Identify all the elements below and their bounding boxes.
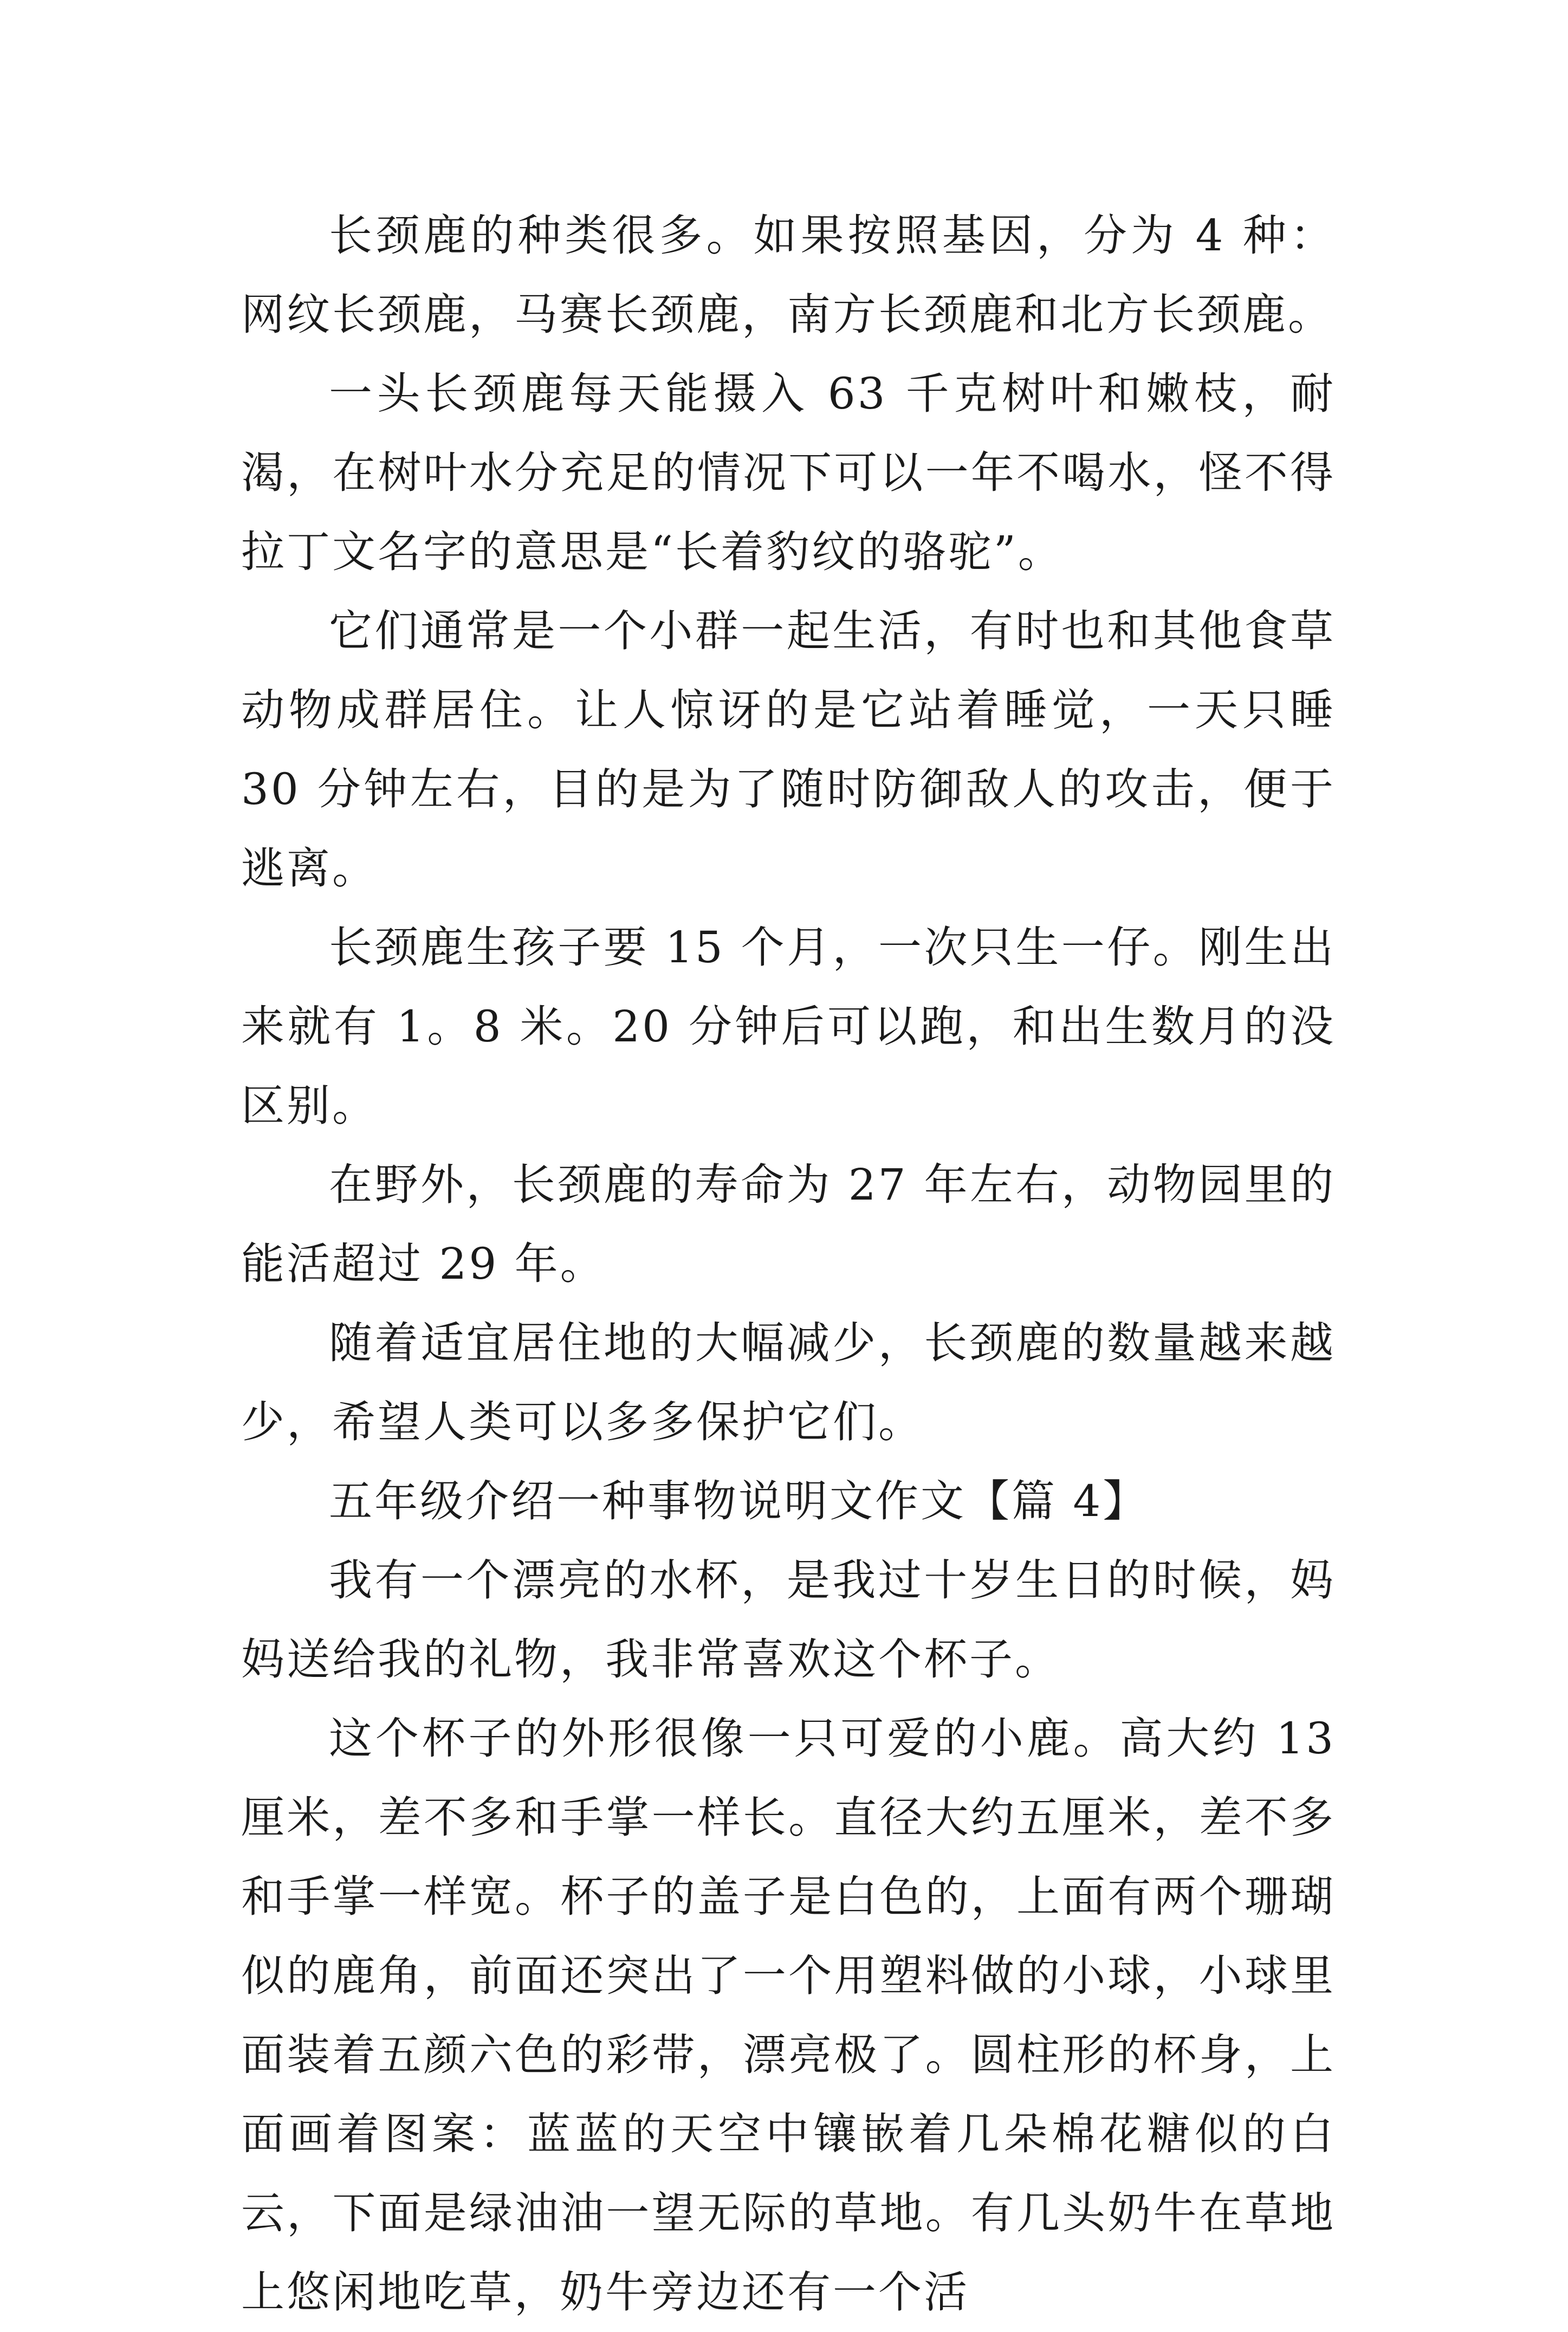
paragraph-giraffe-diet: 一头长颈鹿每天能摄入 63 千克树叶和嫩枝，耐渴，在树叶水分充足的情况下可以一年不喝水，怪不得拉丁文名字的意思是“长着豹纹的骆驼”。 bbox=[241, 368, 1336, 577]
document-body bbox=[241, 196, 1336, 2332]
paragraph-cup-intro: 我有一个漂亮的水杯，是我过十岁生日的时候，妈妈送给我的礼物，我非常喜欢这个杯子。 bbox=[241, 1555, 1336, 1685]
paragraph-giraffe-birth: 长颈鹿生孩子要 15 个月，一次只生一仔。刚生出来就有 1。8 米。20 分钟后可以跑，和出生数月的没区别。 bbox=[241, 922, 1336, 1131]
paragraph-giraffe-protection: 随着适宜居住地的大幅减少，长颈鹿的数量越来越少，希望人类可以多多保护它们。 bbox=[241, 1318, 1336, 1447]
paragraph-cup-description: 这个杯子的外形很像一只可爱的小鹿。高大约 13 厘米，差不多和手掌一样长。直径大约五厘米，差不多和手掌一样宽。杯子的盖子是白色的，上面有两个珊瑚似的鹿角，前面还突出了一个用塑料做的小球，小球里面装着五颜六色的彩带，漂亮极了。圆柱形的杯身，上面画着图案：蓝蓝的天空中镶嵌着几朵棉花糖似的白云，下面是绿油油一望无际的草地。有几头奶牛在草地上悠闲地吃草，奶牛旁边还有一个活 bbox=[241, 1713, 1336, 2317]
paragraph-giraffe-lifespan: 在野外，长颈鹿的寿命为 27 年左右，动物园里的能活超过 29 年。 bbox=[241, 1159, 1336, 1289]
paragraph-giraffe-habits: 它们通常是一个小群一起生活，有时也和其他食草动物成群居住。让人惊讶的是它站着睡觉，一天只睡 30 分钟左右，目的是为了随时防御敌人的攻击，便于逃离。 bbox=[241, 606, 1336, 893]
paragraph-giraffe-species: 长颈鹿的种类很多。如果按照基因，分为 4 种：网纹长颈鹿，马赛长颈鹿，南方长颈鹿和北方长颈鹿。 bbox=[241, 210, 1336, 340]
section-heading: 五年级介绍一种事物说明文作文【篇 4】 bbox=[329, 1476, 1149, 1526]
